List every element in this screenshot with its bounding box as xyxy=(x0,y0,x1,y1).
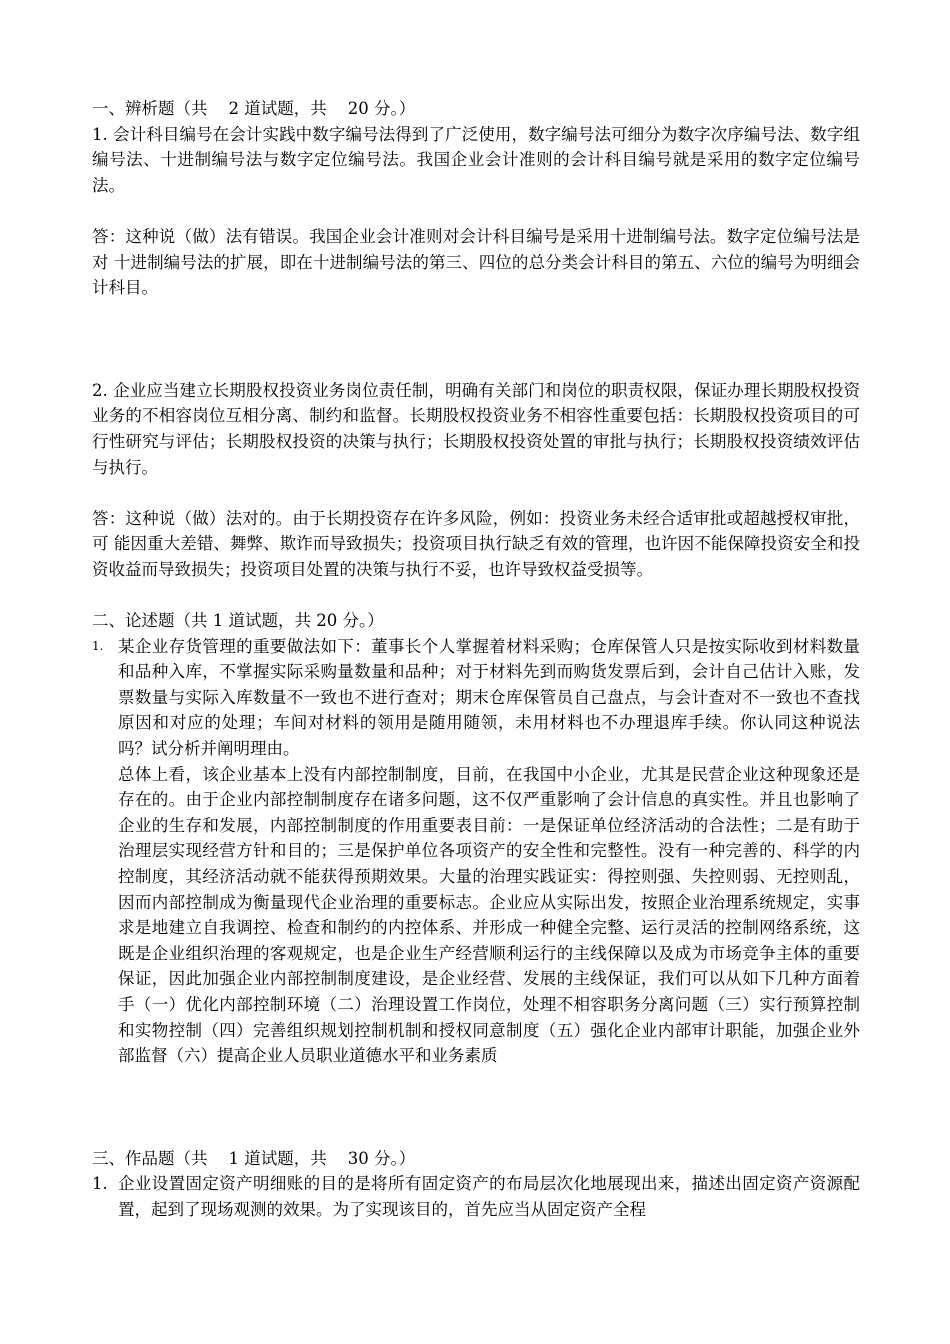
section1-heading: 一、辨析题（共 2 道试题，共 20 分。） xyxy=(92,99,416,118)
section1-q1-answer: 答：这种说（做）法有错误。我国企业会计准则对会计科目编号是采用十进制编号法。数字定位编号法是对 十进制编号法的扩展，即在十进制编号法的第三、四位的总分类会计科目的第五、六位的编号为明细会 计科目。 xyxy=(92,226,860,298)
section1-q2-answer: 答：这种说（做）法对的。由于长期投资存在许多风险，例如：投资业务未经合适审批或超越授权审批，可 能因重大差错、舞弊、欺诈而导致损失；投资项目执行缺乏有效的管理，也许因不能保障投资安全和投 资收益而导致损失；投资项目处置的决策与执行不妥，也许导致权益受损等。 xyxy=(92,508,860,579)
spacer xyxy=(92,198,860,224)
section2-heading: 二、论述题（共 1 道试题，共 20 分。） xyxy=(92,611,384,631)
section2-q1-body xyxy=(118,634,860,1069)
spacer xyxy=(92,480,860,506)
section2-q1 xyxy=(92,634,860,1069)
section2-q1-question: 某企业存货管理的重要做法如下：董事长个人掌握着材料采购；仓库保管人只是按实际收到材料数量和品种入库，不掌握实际采购量数量和品种；对于材料先到而购货发票后到，会计自己估计入账，发票数量与实际入库数量不一致也不进行查对；期末仓库保管员自己盘点，与会计查对不一致也不查找原因和对应的处理；车间对材料的领用是随用随领，未用材料也不办理退库手续。你认同这种说法吗？试分析并阐明理由。 xyxy=(118,636,860,759)
section3-q1-number: 1. xyxy=(92,1174,108,1194)
section3-q1-question: 企业设置固定资产明细账的目的是将所有固定资产的布局层次化地展现出来，描述出固定资产资源配置，起到了现场观测的效果。为了实现该目的，首先应当从固定资产全程 xyxy=(118,1174,860,1219)
section1-q1-question: 1. 会计科目编号在会计实践中数字编号法得到了广泛使用，数字编号法可细分为数字次序编号法、数字组编号法、十进制编号法与数字定位编号法。我国企业会计准则的会计科目编号就是采用的数字定位编号法。 xyxy=(92,124,860,195)
document-page xyxy=(92,96,860,1223)
spacer xyxy=(92,1069,860,1146)
spacer xyxy=(92,301,860,378)
section2-q1-answer: 总体上看，该企业基本上没有内部控制制度，目前，在我国中小企业，尤其是民营企业这种现象还是存在的。由于企业内部控制制度存在诸多问题，这不仅严重影响了会计信息的真实性。并且也影响了企业的生存和发展，内部控制制度的作用重要表目前：一是保证单位经济活动的合法性；二是有助于治理层实现经营方针和目的；三是保护单位各项资产的安全性和完整性。没有一种完善的、科学的内控制度，其经济活动就不能获得预期效果。大量的治理实践证实：得控则强、失控则弱、无控则乱，因而内部控制成为衡量现代企业治理的重要标志。企业应从实际出发，按照企业治理系统规定，实事求是地建立自我调控、检查和制约的内控体系、并形成一种健全完整、运行灵活的控制网络系统，这既是企业组织治理的客观规定，也是企业生产经营顺利运行的主线保障以及成为市场竞争主体的重要保证，因此加强企业内部控制制度建设，是企业经营、发展的主线保证，我们可以从如下几种方面着手（一）优化内部控制环境（二）治理设置工作岗位，处理不相容职务分离问题（三）实行预算控制和实物控制（四）完善组织规划控制机制和授权同意制度（五）强化企业内部审计职能，加强企业外部监督（六）提高企业人员职业道德水平和业务素质 xyxy=(118,764,860,1066)
section2-q1-number: 1. xyxy=(92,638,104,653)
section3-heading: 三、作品题（共 1 道试题，共 30 分。） xyxy=(92,1148,416,1168)
section1-q2-question: 2. 企业应当建立长期股权投资业务岗位责任制，明确有关部门和岗位的职责权限，保证办理长期股权投资业务的不相容岗位互相分离、制约和监督。长期股权投资业务不相容性重要包括：长期股权投资项目的可行性研究与评估；长期股权投资的决策与执行；长期股权投资处置的审批与执行；长期股权投资绩效评估与执行。 xyxy=(92,380,860,477)
section3-q1-body xyxy=(118,1171,860,1222)
spacer xyxy=(92,583,860,609)
section3-q1 xyxy=(92,1171,860,1222)
